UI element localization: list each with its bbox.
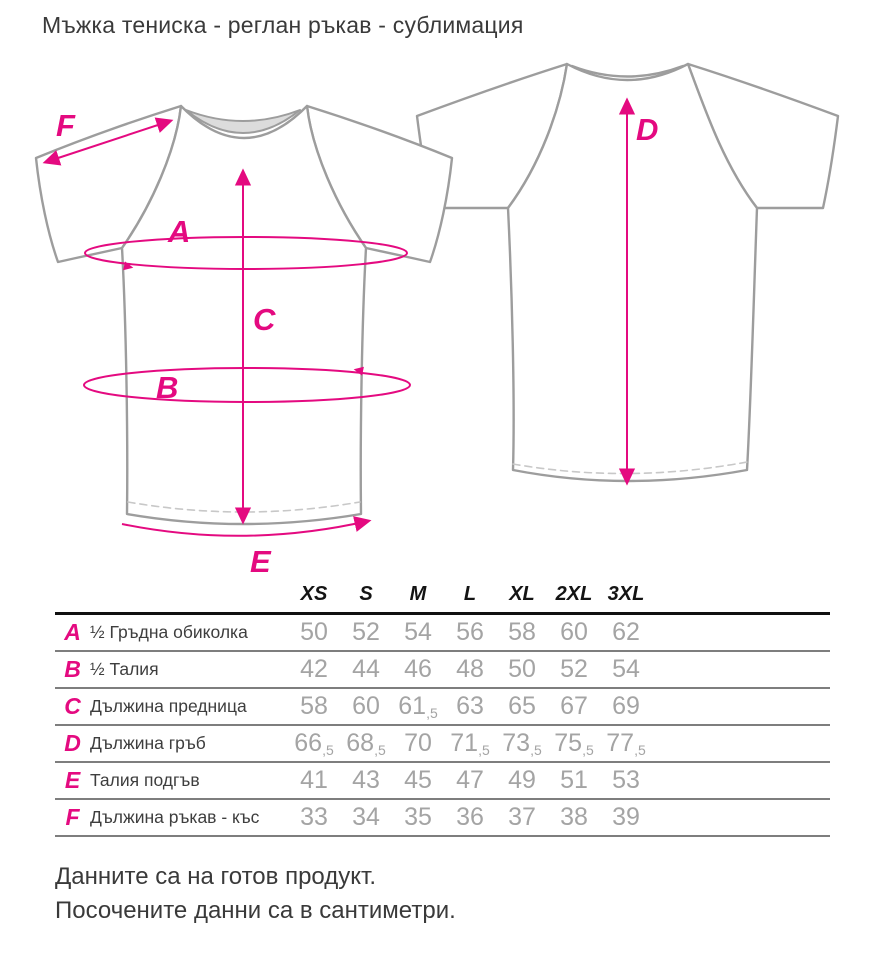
measure-label-D: D xyxy=(636,112,659,147)
value-A-M: 54 xyxy=(404,618,432,646)
row-label-B: ½ Талия xyxy=(90,659,159,679)
value-B-M: 46 xyxy=(404,655,432,683)
measure-label-A: A xyxy=(168,214,191,249)
size-header-L: L xyxy=(463,582,477,605)
value-A-XL: 58 xyxy=(508,618,536,646)
value-D-S: 68,5 xyxy=(346,729,386,758)
value-A-L: 56 xyxy=(456,618,484,646)
value-A-2XL: 60 xyxy=(560,618,588,646)
row-label-E: Талия подгъв xyxy=(90,770,200,790)
row-letter-D: D xyxy=(64,730,81,756)
measure-label-E: E xyxy=(250,544,271,579)
measure-label-C: C xyxy=(253,302,276,337)
row-letter-B: B xyxy=(64,656,81,682)
value-C-XS: 58 xyxy=(300,692,328,720)
value-F-2XL: 38 xyxy=(560,803,588,831)
row-letter-A: A xyxy=(64,619,81,645)
value-B-2XL: 52 xyxy=(560,655,588,683)
value-D-2XL: 75,5 xyxy=(554,729,594,758)
table-row-A xyxy=(55,615,830,652)
size-header-XS: XS xyxy=(300,582,328,605)
table-row-C xyxy=(55,689,830,726)
row-letter-E: E xyxy=(64,767,81,793)
value-E-3XL: 53 xyxy=(612,766,640,794)
value-A-3XL: 62 xyxy=(612,618,640,646)
row-label-C: Дължина предница xyxy=(90,696,247,716)
table-row-B xyxy=(55,652,830,689)
value-C-2XL: 67 xyxy=(560,692,588,720)
measure-label-F: F xyxy=(56,108,75,143)
value-F-XL: 37 xyxy=(508,803,536,831)
footer-note-line2: Посочените данни са в сантиметри. xyxy=(55,897,456,924)
value-E-XL: 49 xyxy=(508,766,536,794)
size-header-M: M xyxy=(409,582,427,605)
value-E-M: 45 xyxy=(404,766,432,794)
value-E-2XL: 51 xyxy=(560,766,588,794)
value-B-S: 44 xyxy=(352,655,380,683)
value-E-L: 47 xyxy=(456,766,484,794)
value-B-XL: 50 xyxy=(508,655,536,683)
value-A-XS: 50 xyxy=(300,618,328,646)
page-title: Мъжка тениска - реглан ръкав - сублимация xyxy=(42,12,524,38)
value-E-XS: 41 xyxy=(300,766,328,794)
value-C-M: 61,5 xyxy=(398,692,438,721)
value-C-S: 60 xyxy=(352,692,380,720)
value-E-S: 43 xyxy=(352,766,380,794)
value-D-XL: 73,5 xyxy=(502,729,542,758)
size-header-S: S xyxy=(359,582,373,605)
row-letter-C: C xyxy=(64,693,81,719)
row-label-F: Дължина ръкав - къс xyxy=(90,807,260,827)
value-B-3XL: 54 xyxy=(612,655,640,683)
value-D-L: 71,5 xyxy=(450,729,490,758)
table-row-D xyxy=(55,726,830,763)
value-D-3XL: 77,5 xyxy=(606,729,646,758)
value-B-L: 48 xyxy=(456,655,484,683)
size-header-3XL: 3XL xyxy=(607,582,645,605)
value-F-3XL: 39 xyxy=(612,803,640,831)
size-header-2XL: 2XL xyxy=(555,582,593,605)
footer-note-line1: Данните са на готов продукт. xyxy=(55,863,377,890)
value-F-XS: 33 xyxy=(300,803,328,831)
size-table-header xyxy=(55,576,830,615)
value-F-S: 34 xyxy=(352,803,380,831)
footer-note xyxy=(55,860,456,928)
value-F-L: 36 xyxy=(456,803,484,831)
table-row-F xyxy=(55,800,830,837)
table-row-E xyxy=(55,763,830,800)
row-label-D: Дължина гръб xyxy=(90,733,206,753)
measure-label-B: B xyxy=(156,370,179,405)
value-B-XS: 42 xyxy=(300,655,328,683)
value-C-3XL: 69 xyxy=(612,692,640,720)
value-D-M: 70 xyxy=(404,729,432,757)
row-label-A: ½ Гръдна обиколка xyxy=(90,622,248,642)
value-C-XL: 65 xyxy=(508,692,536,720)
value-D-XS: 66,5 xyxy=(294,729,334,758)
size-header-XL: XL xyxy=(509,582,535,605)
row-letter-F: F xyxy=(65,804,80,830)
value-C-L: 63 xyxy=(456,692,484,720)
value-A-S: 52 xyxy=(352,618,380,646)
size-table xyxy=(55,576,830,837)
value-F-M: 35 xyxy=(404,803,432,831)
